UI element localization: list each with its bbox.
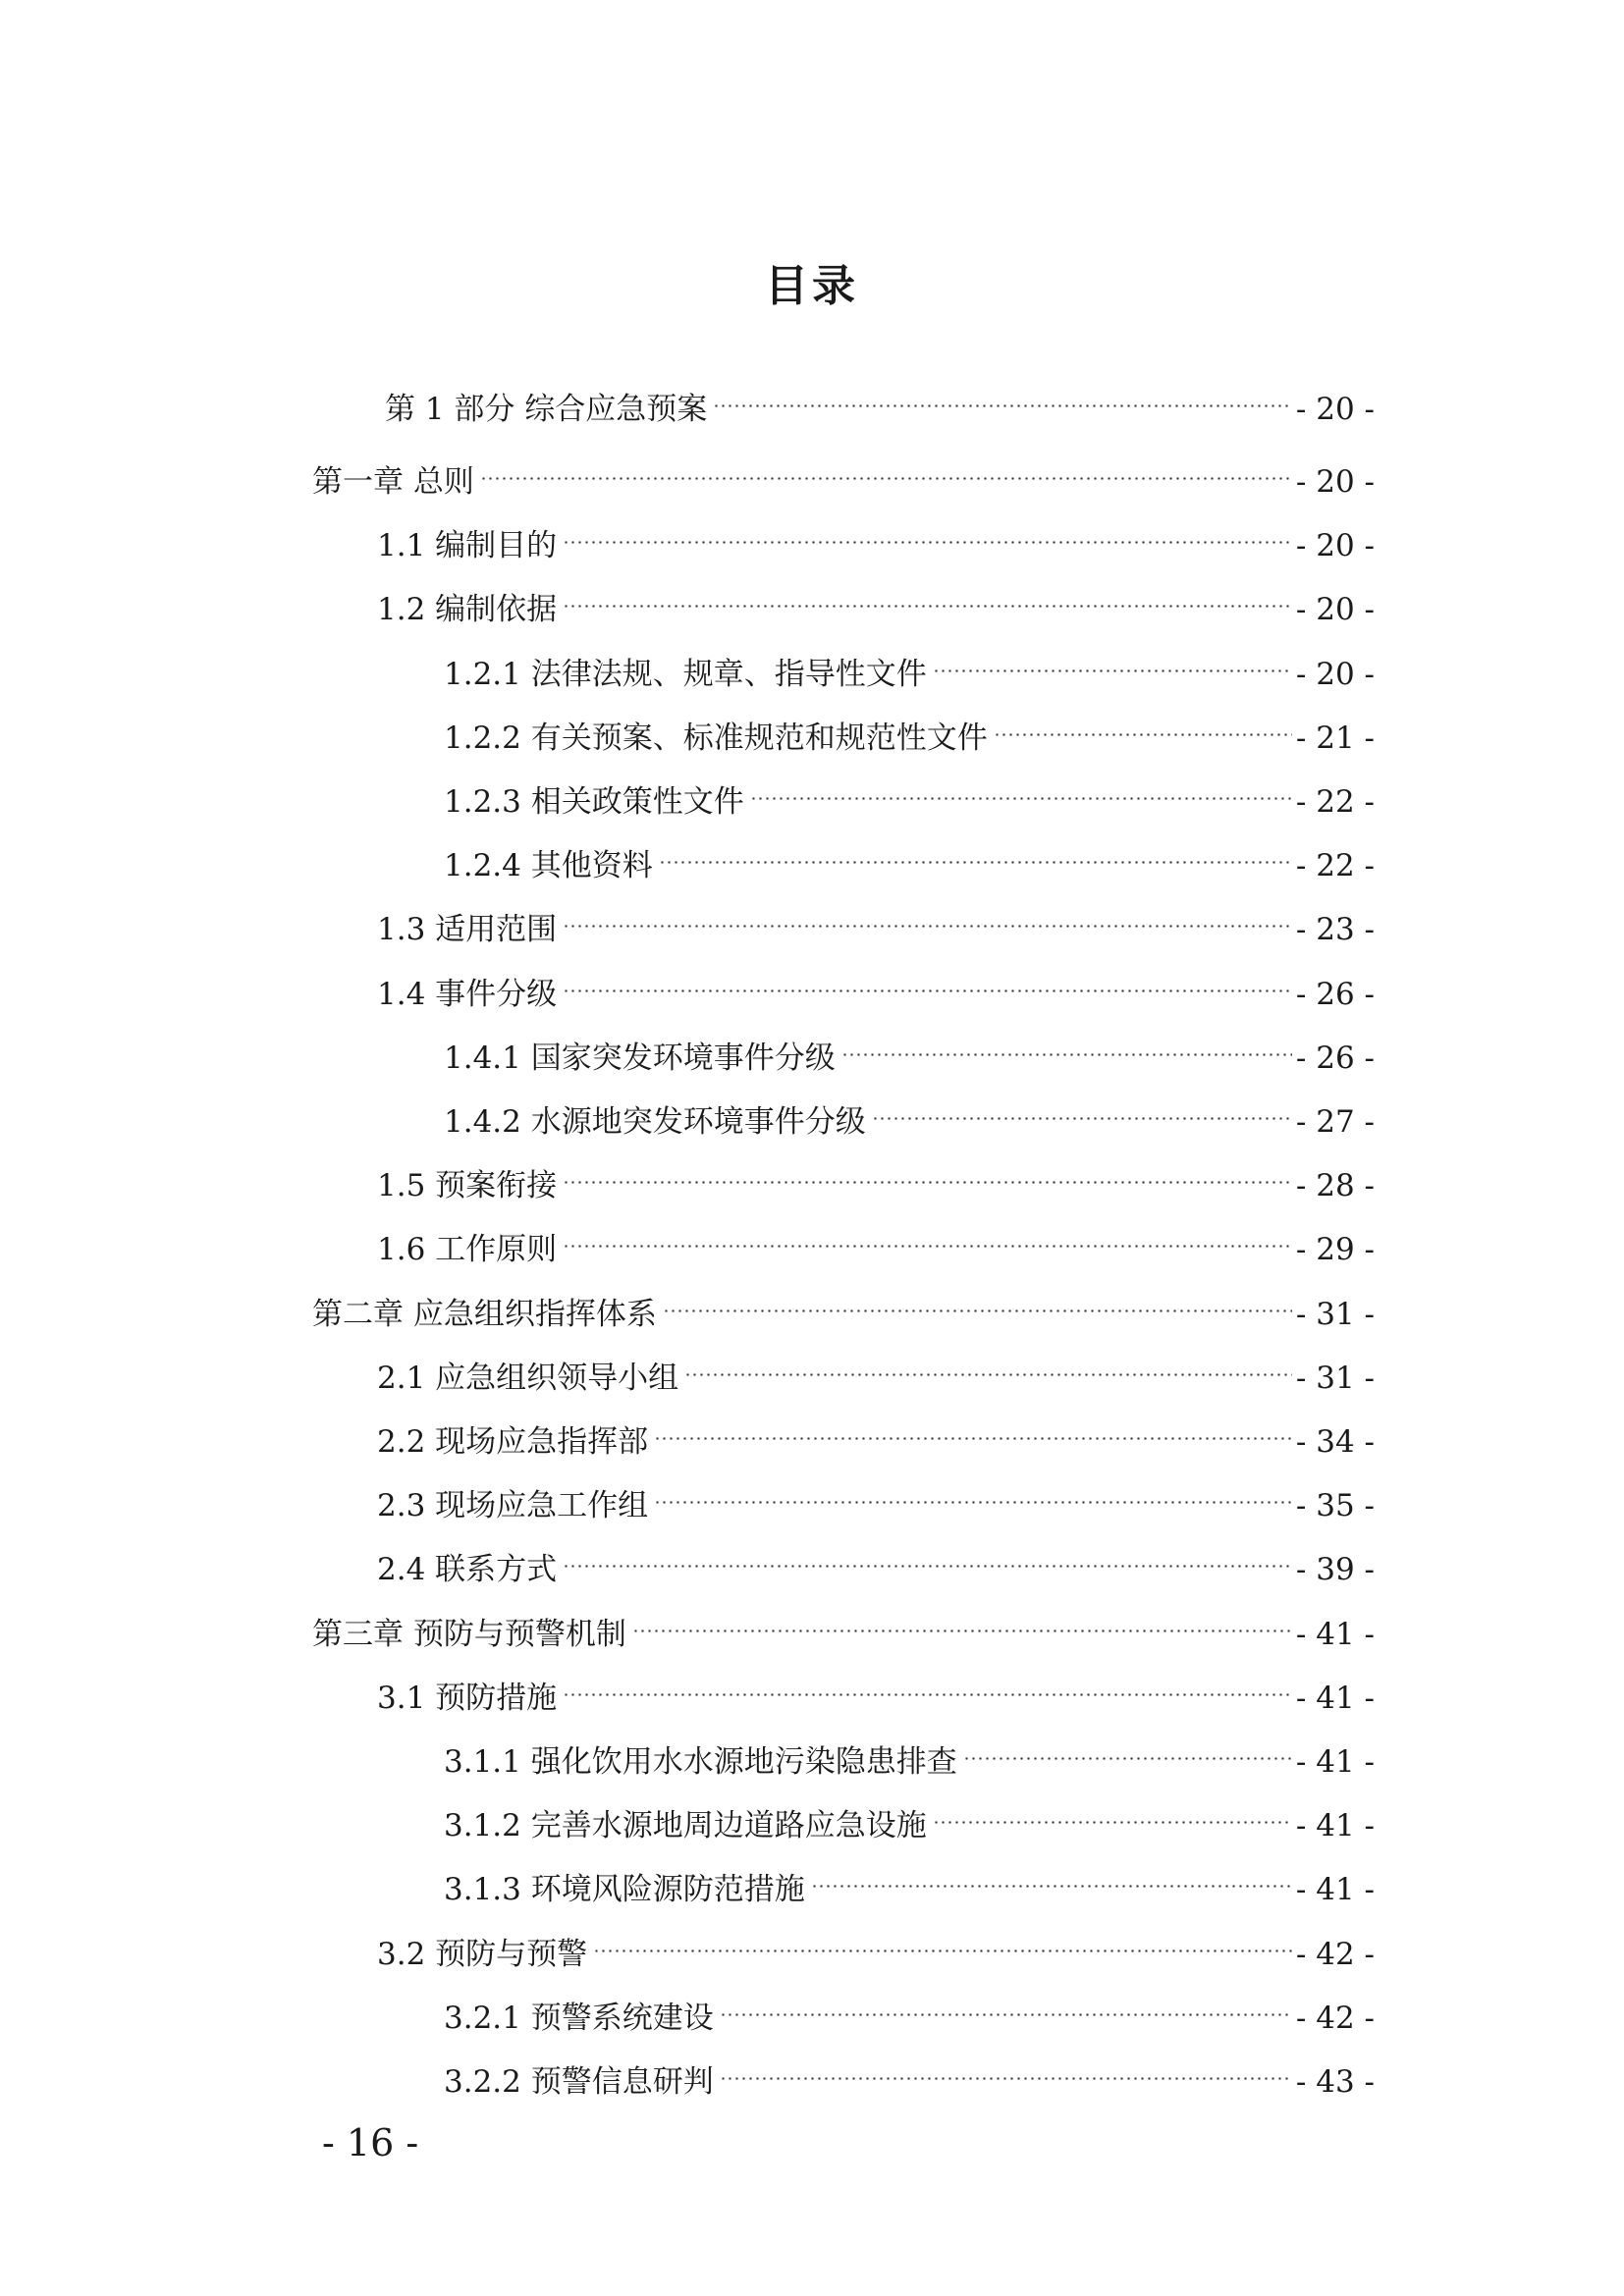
page-number: - 16 - bbox=[322, 2121, 419, 2164]
toc-leader-dots bbox=[994, 699, 1292, 748]
toc-entry[interactable] bbox=[377, 507, 1375, 564]
toc-entry-label: 3.1.2 完善水源地周边道路应急设施 bbox=[444, 1808, 927, 1844]
toc-entry[interactable] bbox=[385, 370, 1375, 427]
toc-entry-label: 1.6 工作原则 bbox=[377, 1232, 558, 1268]
toc-entry[interactable] bbox=[312, 1595, 1375, 1652]
toc-entry-label: 2.4 联系方式 bbox=[377, 1552, 558, 1588]
toc-entry-label: 3.2.2 预警信息研判 bbox=[444, 2064, 714, 2100]
toc-entry-page: - 35 - bbox=[1295, 1488, 1375, 1524]
toc-leader-dots bbox=[750, 763, 1292, 812]
toc-entry-label: 第 1 部分 综合应急预案 bbox=[385, 392, 708, 427]
toc-entry-page: - 20 - bbox=[1295, 528, 1375, 564]
toc-entry-label: 1.2.1 法律法规、规章、指导性文件 bbox=[444, 656, 927, 692]
toc-leader-dots bbox=[563, 1659, 1292, 1708]
toc-entry[interactable] bbox=[377, 1339, 1375, 1396]
toc-leader-dots bbox=[841, 1019, 1292, 1068]
toc-entry-label: 1.2.2 有关预案、标准规范和规范性文件 bbox=[444, 720, 988, 756]
toc-entry[interactable] bbox=[444, 1083, 1375, 1140]
toc-leader-dots bbox=[963, 1723, 1292, 1772]
toc-entry-label: 3.2.1 预警系统建设 bbox=[444, 2000, 714, 2036]
toc-leader-dots bbox=[659, 827, 1292, 876]
toc-entry[interactable] bbox=[444, 1850, 1375, 1908]
toc-entry[interactable] bbox=[377, 1403, 1375, 1460]
toc-leader-dots bbox=[654, 1403, 1292, 1452]
toc-leader-dots bbox=[713, 370, 1292, 419]
toc-entry-page: - 29 - bbox=[1295, 1232, 1375, 1268]
toc-entry-page: - 26 - bbox=[1295, 976, 1375, 1012]
toc-entry-page: - 41 - bbox=[1295, 1872, 1375, 1908]
toc-entry[interactable] bbox=[444, 1979, 1375, 2036]
toc-entry[interactable] bbox=[444, 827, 1375, 884]
toc-entry[interactable] bbox=[312, 443, 1375, 500]
toc-leader-dots bbox=[663, 1275, 1292, 1324]
toc-entry[interactable] bbox=[444, 635, 1375, 692]
toc-entry-label: 1.4.1 国家突发环境事件分级 bbox=[444, 1040, 836, 1076]
toc-entry-label: 1.2 编制依据 bbox=[377, 592, 558, 628]
toc-leader-dots bbox=[933, 635, 1292, 684]
toc-entry[interactable] bbox=[377, 1659, 1375, 1716]
toc-leader-dots bbox=[811, 1850, 1292, 1899]
toc-entry-page: - 20 - bbox=[1295, 392, 1375, 427]
toc-entry-label: 3.2 预防与预警 bbox=[377, 1936, 588, 1972]
toc-entry[interactable] bbox=[444, 763, 1375, 820]
toc-entry-page: - 28 - bbox=[1295, 1168, 1375, 1204]
toc-entry-label: 第一章 总则 bbox=[312, 464, 474, 500]
toc-leader-dots bbox=[563, 890, 1292, 939]
toc-entry-label: 2.1 应急组织领导小组 bbox=[377, 1360, 679, 1396]
toc-entry-label: 第二章 应急组织指挥体系 bbox=[312, 1296, 657, 1332]
toc-entry-label: 1.1 编制目的 bbox=[377, 528, 558, 564]
toc-entry-label: 3.1.1 强化饮用水水源地污染隐患排查 bbox=[444, 1744, 957, 1780]
toc-entry[interactable] bbox=[377, 1530, 1375, 1588]
toc-entry[interactable] bbox=[444, 1019, 1375, 1076]
toc-leader-dots bbox=[632, 1595, 1292, 1644]
toc-entry[interactable] bbox=[444, 699, 1375, 756]
toc-entry-label: 1.4 事件分级 bbox=[377, 976, 558, 1012]
toc-entry-page: - 41 - bbox=[1295, 1808, 1375, 1844]
toc-entry-page: - 20 - bbox=[1295, 656, 1375, 692]
toc-leader-dots bbox=[563, 570, 1292, 619]
toc-entry-label: 2.2 现场应急指挥部 bbox=[377, 1424, 649, 1460]
toc-entry-label: 3.1.3 环境风险源防范措施 bbox=[444, 1872, 805, 1908]
toc-entry-page: - 42 - bbox=[1295, 2000, 1375, 2036]
toc-entry-page: - 26 - bbox=[1295, 1040, 1375, 1076]
toc-entry-label: 1.2.4 其他资料 bbox=[444, 848, 653, 884]
toc-entry-label: 1.5 预案衔接 bbox=[377, 1168, 558, 1204]
toc-entry[interactable] bbox=[377, 1915, 1375, 1972]
toc-entry-page: - 41 - bbox=[1295, 1744, 1375, 1780]
toc-entry-page: - 43 - bbox=[1295, 2064, 1375, 2100]
toc-leader-dots bbox=[563, 955, 1292, 1004]
toc-entry[interactable] bbox=[444, 1787, 1375, 1844]
toc-entry[interactable] bbox=[377, 1467, 1375, 1524]
toc-entry-page: - 41 - bbox=[1295, 1680, 1375, 1716]
toc-leader-dots bbox=[563, 1147, 1292, 1196]
toc-entry-page: - 31 - bbox=[1295, 1296, 1375, 1332]
toc-entry[interactable] bbox=[377, 570, 1375, 628]
toc-entry-page: - 31 - bbox=[1295, 1360, 1375, 1396]
page-title: 目录 bbox=[765, 261, 859, 311]
toc-entry-label: 1.3 适用范围 bbox=[377, 912, 558, 948]
toc-entry-page: - 42 - bbox=[1295, 1936, 1375, 1972]
toc-leader-dots bbox=[720, 1979, 1292, 2028]
toc-entry[interactable] bbox=[444, 2043, 1375, 2100]
toc-entry-page: - 27 - bbox=[1295, 1104, 1375, 1140]
toc-leader-dots bbox=[563, 1210, 1292, 1259]
toc-entry[interactable] bbox=[377, 1210, 1375, 1268]
toc-entry[interactable] bbox=[377, 890, 1375, 948]
toc-entry-label: 第三章 预防与预警机制 bbox=[312, 1616, 626, 1652]
toc-entry-page: - 22 - bbox=[1295, 848, 1375, 884]
toc-entry-page: - 20 - bbox=[1295, 464, 1375, 500]
toc-leader-dots bbox=[933, 1787, 1292, 1836]
toc-entry-label: 1.2.3 相关政策性文件 bbox=[444, 784, 744, 820]
toc-entry-page: - 22 - bbox=[1295, 784, 1375, 820]
toc-leader-dots bbox=[563, 1530, 1292, 1579]
toc-entry-label: 1.4.2 水源地突发环境事件分级 bbox=[444, 1104, 866, 1140]
toc-entry-page: - 21 - bbox=[1295, 720, 1375, 756]
toc-entry[interactable] bbox=[377, 955, 1375, 1012]
toc-entry-page: - 39 - bbox=[1295, 1552, 1375, 1588]
toc-entry-page: - 34 - bbox=[1295, 1424, 1375, 1460]
toc-leader-dots bbox=[480, 443, 1292, 492]
toc-entry-page: - 41 - bbox=[1295, 1616, 1375, 1652]
toc-entry[interactable] bbox=[312, 1275, 1375, 1332]
toc-leader-dots bbox=[720, 2043, 1292, 2092]
toc-leader-dots bbox=[684, 1339, 1292, 1388]
toc-leader-dots bbox=[563, 507, 1292, 556]
toc-leader-dots bbox=[872, 1083, 1292, 1132]
toc-entry-label: 2.3 现场应急工作组 bbox=[377, 1488, 649, 1524]
toc-entry-page: - 23 - bbox=[1295, 912, 1375, 948]
toc-entry-page: - 20 - bbox=[1295, 592, 1375, 628]
toc-entry-label: 3.1 预防措施 bbox=[377, 1680, 558, 1716]
toc-entry[interactable] bbox=[377, 1147, 1375, 1204]
toc-leader-dots bbox=[654, 1467, 1292, 1516]
toc-entry[interactable] bbox=[444, 1723, 1375, 1780]
toc-leader-dots bbox=[593, 1915, 1292, 1964]
